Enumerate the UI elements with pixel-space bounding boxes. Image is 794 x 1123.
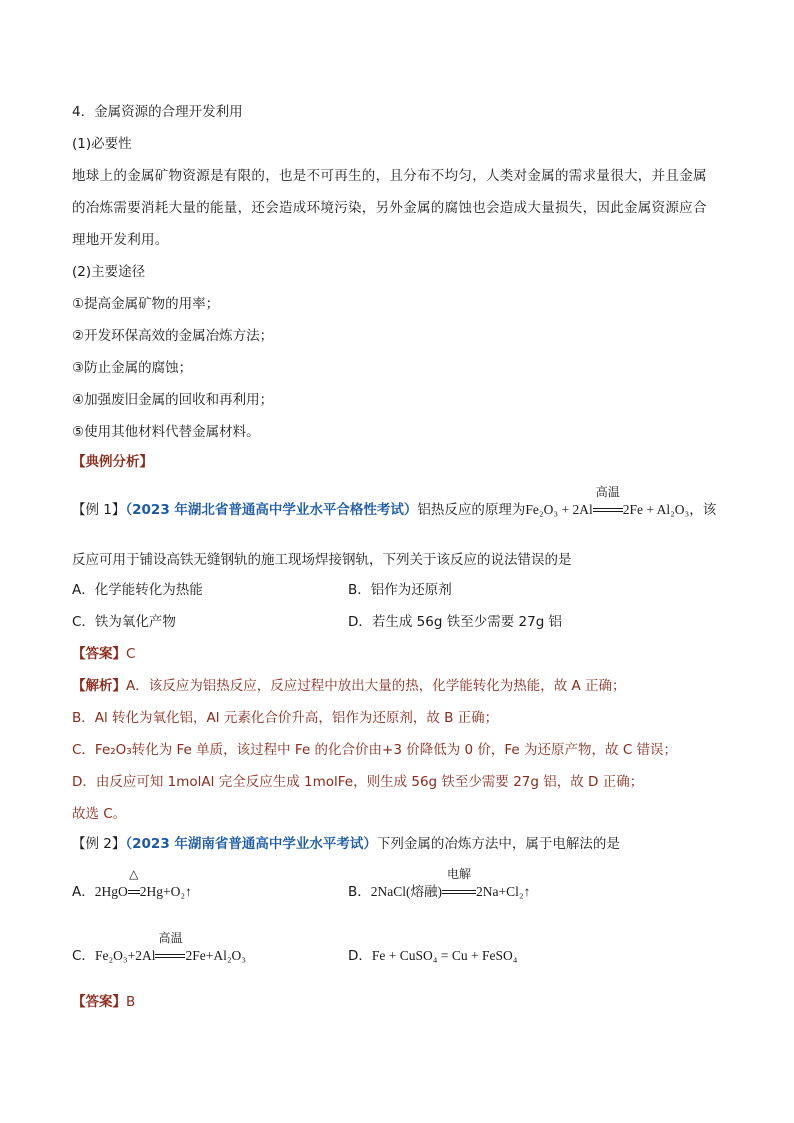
analysis-line	[72, 676, 626, 696]
equation-right: 2Na+Cl₂↑	[476, 884, 531, 899]
equation-right: 2Fe + Al₂O₃	[622, 502, 690, 517]
equation-left: 2NaCl(熔融)	[370, 884, 443, 899]
list-item: ⑤使用其他材料代替金属材料。	[72, 424, 260, 440]
analysis-text: A．该反应为铝热反应，反应过程中放出大量的热，化学能转化为热能，故 A 正确；	[126, 678, 626, 694]
list-item: ③防止金属的腐蚀；	[72, 360, 193, 376]
ex2-option-d	[348, 946, 517, 966]
stem-text: 下列金属的冶炼方法中，属于电解法的是	[376, 836, 620, 852]
equation-left: Fe₂O₃+2Al	[94, 948, 156, 963]
answer-tag: 【答案】	[72, 994, 126, 1010]
conclusion-line: 故选 C。	[72, 806, 127, 822]
stem-text: 铝热反应的原理为	[417, 502, 526, 518]
reaction-arrow	[442, 867, 476, 902]
reaction-condition: 高温	[158, 931, 183, 945]
subheading-ways: (2)主要途径	[72, 264, 146, 280]
section-heading: 4．金属资源的合理开发利用	[72, 104, 243, 120]
analysis-line: C．Fe₂O₃转化为 Fe 单质，该过程中 Fe 的化合价由+3 价降低为 0 价，Fe 为还原产物，故 C 错误；	[72, 742, 678, 758]
analysis-line: B．Al 转化为氧化铝，Al 元素化合价升高，铝作为还原剂，故 B 正确；	[72, 710, 499, 726]
option-b: B．铝作为还原剂	[348, 582, 452, 598]
answer-line	[72, 644, 135, 664]
stem-text: ，该	[689, 502, 717, 518]
reaction-condition: 电解	[447, 867, 472, 881]
paragraph-line: 地球上的金属矿物资源是有限的，也是不可再生的，且分布不均匀，人类对金属的需求量很大，并且金属	[72, 168, 707, 184]
list-item: ①提高金属矿物的用率；	[72, 296, 220, 312]
list-item: ②开发环保高效的金属冶炼方法；	[72, 328, 274, 344]
example-source: （2023 年湖北省普通高中学业水平合格性考试）	[125, 502, 418, 518]
reaction-arrow	[128, 867, 140, 902]
paragraph-line: 的冶炼需要消耗大量的能量，还会造成环境污染，另外金属的腐蚀也会造成大量损失，因此金属资源应合	[72, 200, 707, 216]
list-item: ④加强废旧金属的回收和再利用；	[72, 392, 274, 408]
subheading-necessity: (1)必要性	[72, 136, 132, 152]
equation-left: 2HgO	[94, 884, 128, 899]
reaction-arrow	[593, 485, 623, 520]
paragraph-line: 理地开发利用。	[72, 232, 169, 248]
equation-left: Fe₂O₃ + 2Al	[525, 502, 593, 517]
option-label: C．	[72, 948, 95, 964]
option-d: D．若生成 56g 铁至少需要 27g 铝	[348, 614, 563, 630]
answer-tag: 【答案】	[72, 646, 126, 662]
example-1-stem-cont: 反应可用于铺设高铁无缝钢轨的施工现场焊接钢轨，下列关于该反应的说法错误的是	[72, 552, 572, 568]
example-tag: 【例 2】	[72, 836, 126, 852]
option-label: D．	[348, 948, 372, 964]
reaction-condition: △	[129, 867, 139, 881]
example-2-stem	[72, 834, 620, 854]
ex2-answer-line	[72, 992, 135, 1012]
reaction-arrow	[155, 931, 185, 966]
example-1-stem	[72, 485, 717, 520]
answer-value: C	[126, 646, 136, 662]
equation: Fe + CuSO₄ = Cu + FeSO₄	[371, 948, 518, 963]
option-c: C．铁为氧化产物	[72, 614, 176, 630]
example-tag: 【例 1】	[72, 502, 126, 518]
option-label: B．	[348, 884, 371, 900]
example-source: （2023 年湖南省普通高中学业水平考试）	[125, 836, 377, 852]
analysis-line: D．由反应可知 1molAl 完全反应生成 1molFe，则生成 56g 铁至少需要 27g 铝，故 D 正确；	[72, 774, 644, 790]
option-label: A．	[72, 884, 95, 900]
analysis-tag: 【解析】	[72, 678, 126, 694]
ex2-option-b	[348, 867, 531, 902]
ex2-option-c	[72, 931, 246, 966]
equation-right: 2Hg+O₂↑	[139, 884, 192, 899]
option-a: A．化学能转化为热能	[72, 582, 203, 598]
equation-right: 2Fe+Al₂O₃	[185, 948, 246, 963]
ex2-option-a	[72, 867, 192, 902]
answer-value: B	[126, 994, 136, 1010]
reaction-condition: 高温	[595, 485, 620, 499]
analysis-title: 【典例分析】	[72, 454, 153, 470]
